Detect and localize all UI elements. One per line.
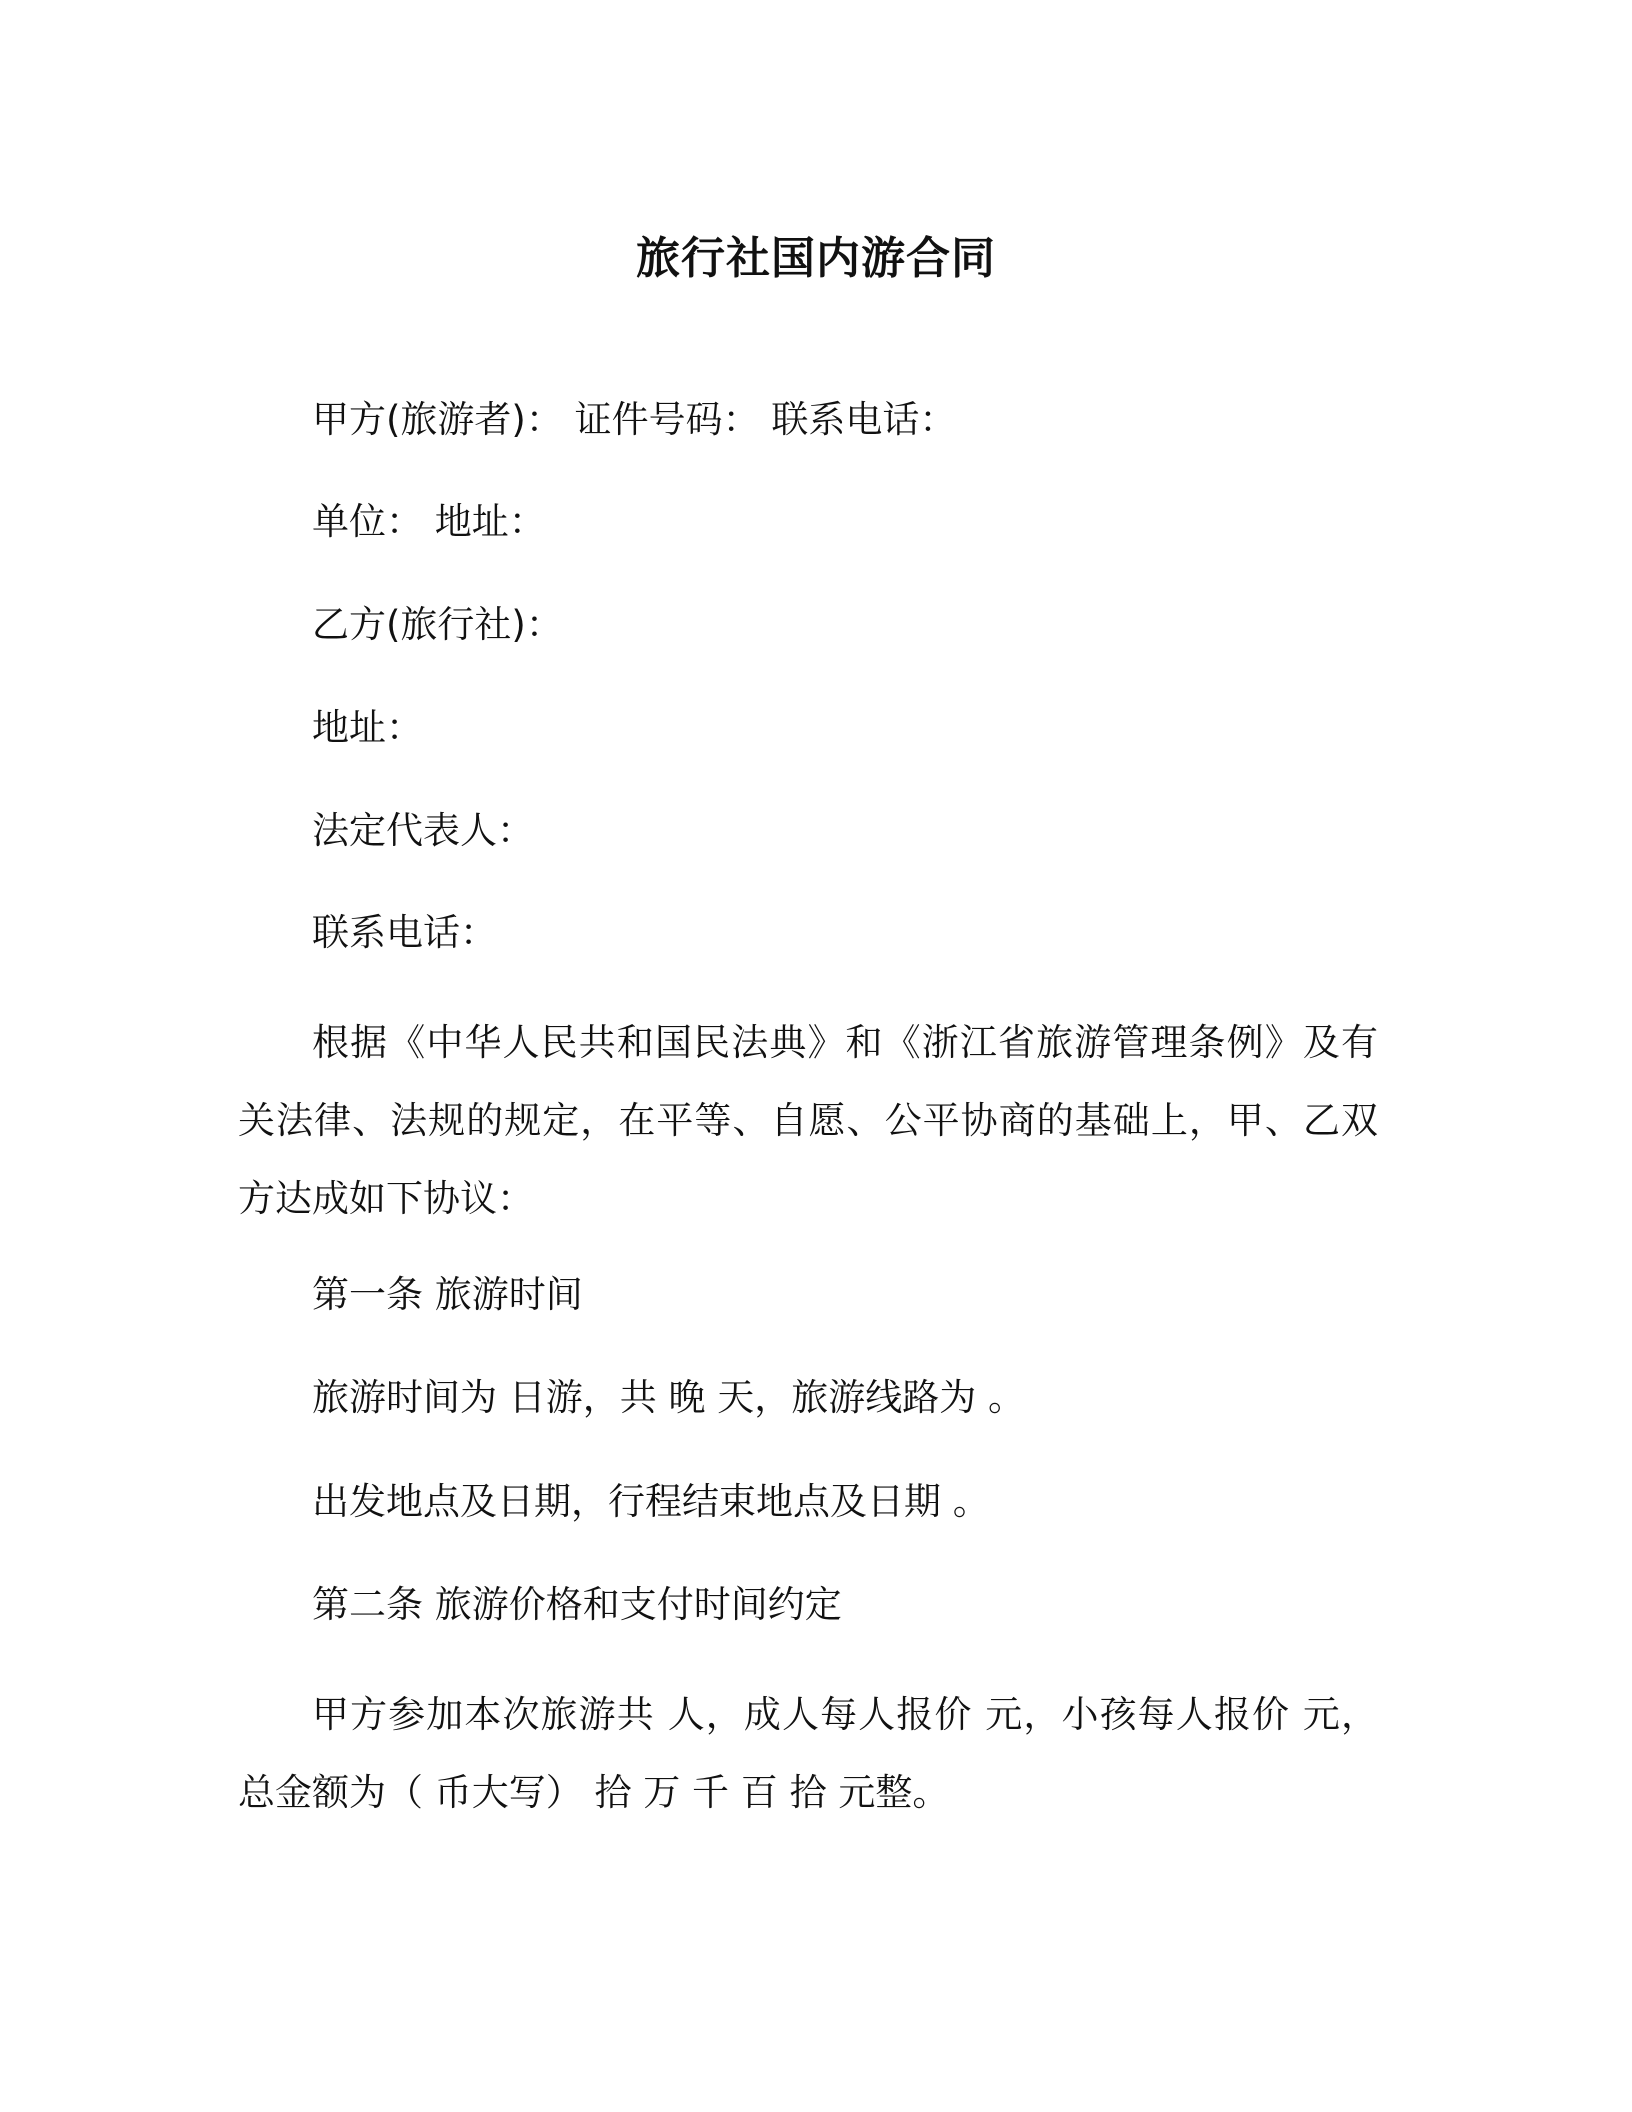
party-b-line: 乙方(旅行社)： bbox=[312, 603, 563, 646]
article1-line1: 旅游时间为 日游，共 晚 天，旅游线路为 。 bbox=[312, 1376, 1026, 1419]
contact-phone-line: 联系电话： bbox=[312, 911, 497, 954]
document-title: 旅行社国内游合同 bbox=[636, 233, 996, 284]
article1-heading: 第一条 旅游时间 bbox=[312, 1273, 583, 1316]
party-a-line: 甲方(旅游者)： 证件号码： 联系电话： bbox=[312, 398, 957, 441]
article1-line2: 出发地点及日期，行程结束地点及日期 。 bbox=[312, 1480, 990, 1523]
unit-address-line: 单位： 地址： bbox=[312, 500, 546, 543]
preamble-paragraph: 根据《中华人民共和国民法典》和《浙江省旅游管理条例》及有关法律、法规的规定，在平等、自愿、公平协商的基础上，甲、乙双方达成如下协议： bbox=[238, 1021, 1378, 1220]
legal-rep-line: 法定代表人： bbox=[312, 809, 534, 852]
article2-heading: 第二条 旅游价格和支付时间约定 bbox=[312, 1583, 842, 1626]
address-line: 地址： bbox=[312, 706, 423, 749]
article2-body: 甲方参加本次旅游共 人，成人每人报价 元，小孩每人报价 元，总金额为（ 币大写） 拾 万 千 百 拾 元整。 bbox=[238, 1693, 1378, 1814]
